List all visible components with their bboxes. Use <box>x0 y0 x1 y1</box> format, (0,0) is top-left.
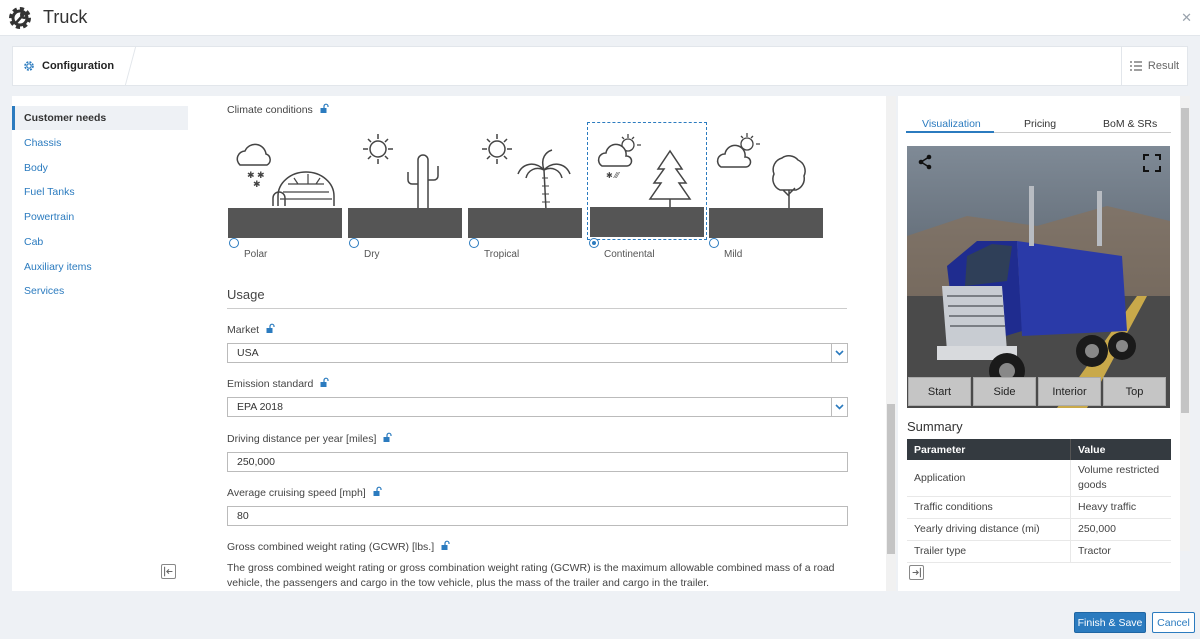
emission-standard-value: EPA 2018 <box>237 401 283 413</box>
right-scrollbar[interactable] <box>1180 96 1190 551</box>
list-icon <box>1130 61 1142 71</box>
sidebar-item-body[interactable]: Body <box>24 162 48 174</box>
sun-snow-pine-tree-icon <box>588 123 706 213</box>
ground-strip <box>468 208 582 238</box>
view-side-button[interactable]: Side <box>973 377 1036 406</box>
configuration-bar <box>12 46 1188 86</box>
sidebar-item-auxiliary-items[interactable]: Auxiliary items <box>24 261 92 273</box>
truck-visualization[interactable] <box>907 146 1170 408</box>
table-cell: Traffic conditions <box>914 501 993 513</box>
table-row <box>907 497 1171 519</box>
market-label <box>227 324 275 336</box>
main-scrollbar[interactable] <box>886 96 896 591</box>
ground-strip <box>228 208 342 238</box>
gcwr-label-text: Gross combined weight rating (GCWR) [lbs.] <box>227 541 435 553</box>
chevron-down-icon[interactable] <box>831 398 847 416</box>
cruising-speed-label-text: Average cruising speed [mph] <box>227 487 366 499</box>
tropical-label: Tropical <box>484 249 520 260</box>
app-title: Truck <box>43 7 88 27</box>
table-row <box>907 519 1171 541</box>
cancel-button[interactable]: Cancel <box>1152 612 1195 633</box>
table-cell: Tractor <box>1070 541 1171 562</box>
sun-cloud-tree-icon <box>709 122 827 212</box>
configuration-tab-label: Configuration <box>42 60 115 72</box>
result-label: Result <box>1147 60 1180 72</box>
expand-panel-icon[interactable] <box>909 565 924 580</box>
usage-divider <box>227 308 847 309</box>
sidebar-item-customer-needs[interactable]: Customer needs <box>12 106 188 130</box>
emission-standard-select[interactable] <box>227 397 848 417</box>
unlock-icon[interactable] <box>320 378 329 387</box>
sidebar-item-services[interactable]: Services <box>24 285 65 297</box>
parameter-header: Parameter <box>914 443 966 456</box>
snow-cloud-igloo-icon <box>228 122 346 212</box>
unlock-icon[interactable] <box>383 433 392 442</box>
cruising-speed-label <box>227 487 382 499</box>
continental-radio[interactable] <box>589 238 599 248</box>
sidebar-item-fuel-tanks[interactable]: Fuel Tanks <box>24 186 75 198</box>
view-top-button[interactable]: Top <box>1103 377 1166 406</box>
table-cell: Trailer type <box>914 545 967 557</box>
climate-conditions-label <box>227 104 329 116</box>
unlock-icon[interactable] <box>320 104 329 113</box>
close-icon[interactable]: ✕ <box>1181 10 1192 25</box>
mild-label: Mild <box>724 249 743 260</box>
gear-wrench-logo-icon <box>7 5 33 31</box>
climate-option-mild[interactable] <box>709 122 827 240</box>
unlock-icon[interactable] <box>441 541 450 550</box>
value-header: Value <box>1070 439 1171 460</box>
unlock-icon[interactable] <box>266 324 275 333</box>
cruising-speed-input[interactable]: 80 <box>227 506 848 526</box>
tab-visualization[interactable]: Visualization <box>922 118 981 130</box>
climate-option-continental[interactable] <box>587 122 707 240</box>
result-button[interactable] <box>1121 47 1187 85</box>
share-icon[interactable] <box>917 154 933 170</box>
driving-distance-label-text: Driving distance per year [miles] <box>227 433 377 445</box>
gear-icon <box>23 60 35 72</box>
left-navigation <box>12 96 190 591</box>
tab-pricing[interactable]: Pricing <box>1024 118 1057 130</box>
collapse-panel-icon[interactable] <box>161 564 176 579</box>
right-scrollbar-thumb[interactable] <box>1181 108 1189 413</box>
table-row <box>907 541 1171 563</box>
climate-option-polar[interactable] <box>228 122 346 240</box>
svg-text:✱ ⁄⁄⁄: ✱ ⁄⁄⁄ <box>606 171 619 180</box>
summary-title: Summary <box>907 419 963 434</box>
sidebar-item-chassis[interactable]: Chassis <box>24 137 62 149</box>
table-cell: Application <box>914 471 966 484</box>
driving-distance-label <box>227 433 392 445</box>
table-cell: Volume restricted goods <box>1070 460 1171 496</box>
svg-text:✱: ✱ <box>253 179 261 189</box>
main-scrollbar-thumb[interactable] <box>887 404 895 554</box>
polar-radio[interactable] <box>229 238 239 248</box>
fullscreen-icon[interactable] <box>1143 154 1161 172</box>
tab-bom-srs[interactable]: BoM & SRs <box>1103 118 1158 130</box>
unlock-icon[interactable] <box>373 487 382 496</box>
market-value: USA <box>237 347 259 359</box>
sidebar-item-cab[interactable]: Cab <box>24 236 44 248</box>
climate-option-tropical[interactable] <box>468 122 586 240</box>
continental-label: Continental <box>604 249 655 260</box>
main-content <box>190 96 896 591</box>
active-tab-indicator <box>906 131 994 133</box>
app-header <box>0 0 1200 36</box>
svg-text:✱ ✱: ✱ ✱ <box>247 170 265 180</box>
summary-table-header <box>907 439 1171 460</box>
emission-standard-label <box>227 378 329 390</box>
dry-radio[interactable] <box>349 238 359 248</box>
dry-label: Dry <box>364 249 380 260</box>
table-cell: Yearly driving distance (mi) <box>914 523 1040 535</box>
gcwr-description: The gross combined weight rating or gross combination weight rating (GCWR) is the maximum allowable combined mass of a road vehicle, the passengers and cargo in the tow vehicle, plus the mass of the trailer and cargo in the trailer. <box>227 562 835 589</box>
table-row <box>907 460 1171 497</box>
table-cell: Heavy traffic <box>1070 497 1171 518</box>
configuration-tab[interactable] <box>13 47 123 85</box>
emission-standard-label-text: Emission standard <box>227 378 314 390</box>
climate-conditions-text: Climate conditions <box>227 104 313 116</box>
sidebar-item-powertrain[interactable]: Powertrain <box>24 211 75 223</box>
climate-option-dry[interactable] <box>348 122 466 240</box>
view-interior-button[interactable]: Interior <box>1038 377 1101 406</box>
polar-label: Polar <box>244 249 268 260</box>
table-cell: 250,000 <box>1070 519 1171 540</box>
summary-table <box>907 439 1171 557</box>
sun-palm-tree-icon <box>468 122 586 212</box>
chevron-down-icon[interactable] <box>831 344 847 362</box>
ground-strip <box>590 207 704 237</box>
market-select[interactable] <box>227 343 848 363</box>
ground-strip <box>348 208 462 238</box>
tropical-radio[interactable] <box>469 238 479 248</box>
sun-cactus-icon <box>348 122 466 212</box>
finish-save-button[interactable]: Finish & Save <box>1074 612 1146 633</box>
gcwr-label <box>227 541 450 553</box>
truck-image <box>907 146 1170 408</box>
market-label-text: Market <box>227 324 260 336</box>
view-start-button[interactable]: Start <box>908 377 971 406</box>
ground-strip <box>709 208 823 238</box>
usage-heading: Usage <box>227 287 265 302</box>
right-panel <box>898 96 1180 591</box>
mild-radio[interactable] <box>709 238 719 248</box>
driving-distance-input[interactable]: 250,000 <box>227 452 848 472</box>
